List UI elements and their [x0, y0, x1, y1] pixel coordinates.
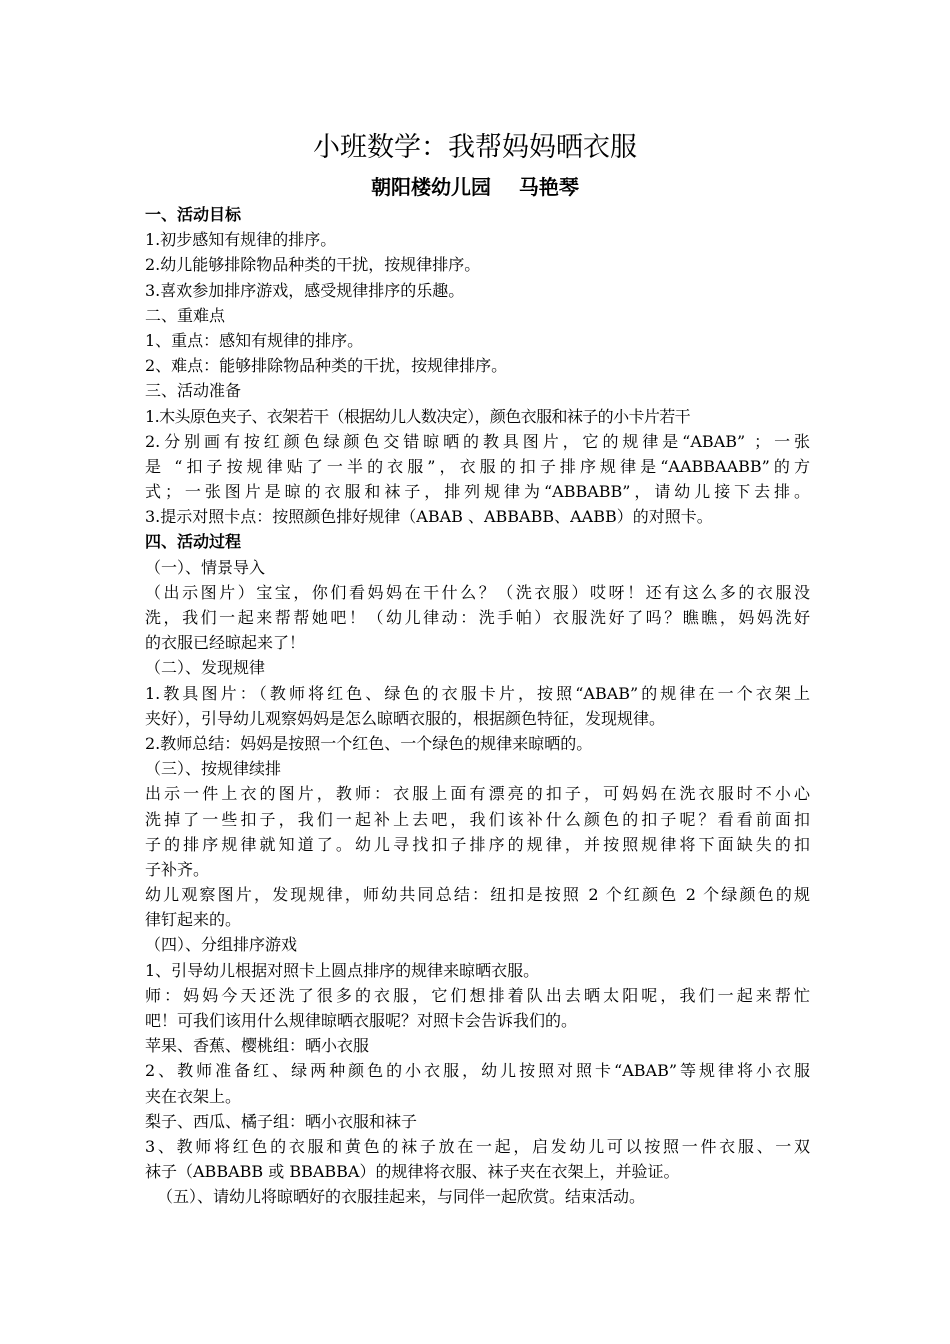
- text-line: 洗，我们一起来帮帮她吧！（幼儿律动：洗手帕）衣服洗好了吗？瞧瞧，妈妈洗好: [145, 608, 810, 627]
- text-line: 师：妈妈今天还洗了很多的衣服，它们想排着队出去晒太阳呢，我们一起来帮忙: [145, 985, 810, 1005]
- text-line: （出示图片）宝宝，你们看妈妈在干什么？（洗衣服）哎呀！还有这么多的衣服没: [145, 582, 810, 602]
- text-line: 吧！可我们该用什么规律晾晒衣服呢？对照卡会告诉我们的。: [145, 1011, 578, 1030]
- text-line: 2.幼儿能够排除物品种类的干扰，按规律排序。: [145, 255, 481, 275]
- document-title: 小班数学：我帮妈妈晒衣服: [313, 132, 637, 163]
- text-line: 律钉起来的。: [145, 910, 242, 930]
- section-heading: 四、活动过程: [145, 532, 242, 552]
- text-line: 2、教师准备红、绿两种颜色的小衣服，幼儿按照对照卡“ABAB”等规律将小衣服: [145, 1061, 810, 1081]
- section-heading: 三、活动准备: [145, 381, 242, 401]
- text-line: 夹在衣架上。: [145, 1086, 242, 1106]
- text-line: 子的排序规律就知道了。幼儿寻找扣子排序的规律，并按照规律将下面缺失的扣: [145, 834, 810, 854]
- text-line: 1、引导幼儿根据对照卡上圆点排序的规律来晾晒衣服。: [145, 960, 540, 980]
- document-body: [145, 202, 810, 1210]
- text-line: 1.木头原色夹子、衣架若干（根据幼儿人数决定），颜色衣服和袜子的小卡片若干: [145, 406, 691, 426]
- subsection-heading: （四）、分组排序游戏: [145, 935, 298, 955]
- text-line: 3.提示对照卡点：按照颜色排好规律（ABAB 、ABBABB、AABB）的对照卡。: [145, 507, 713, 527]
- section-heading: 一、活动目标: [145, 205, 242, 224]
- closing-line: （五）、请幼儿将晾晒好的衣服挂起来，与同伴一起欣赏。结束活动。: [157, 1187, 646, 1207]
- text-line: 1.教具图片：（教师将红色、绿色的衣服卡片，按照“ABAB”的规律在一个衣架上: [145, 683, 810, 703]
- subsection-heading: （二）、发现规律: [145, 658, 266, 678]
- group-label: 苹果、香蕉、樱桃组：晒小衣服: [145, 1036, 370, 1056]
- group-label: 梨子、西瓜、橘子组：晒小衣服和袜子: [145, 1111, 418, 1131]
- text-line: 的衣服已经晾起来了！: [145, 633, 306, 653]
- text-line: 出示一件上衣的图片，教师：衣服上面有漂亮的扣子，可妈妈在洗衣服时不小心: [145, 784, 810, 804]
- subsection-heading: （三）、按规律续排: [145, 759, 282, 779]
- text-line: 1、重点：感知有规律的排序。: [145, 330, 364, 350]
- text-line: 子补齐。: [145, 859, 210, 879]
- text-line: 3.喜欢参加排序游戏，感受规律排序的乐趣。: [145, 280, 465, 300]
- section-heading: 二、重难点: [145, 305, 226, 325]
- text-line: 式；一张图片是晾的衣服和袜子，排列规律为“ABBABB”，请幼儿接下去排。: [145, 482, 810, 502]
- text-line: 2.教师总结：妈妈是按照一个红色、一个绿色的规律来晾晒的。: [145, 733, 593, 753]
- text-line: 是 “扣子按规律贴了一半的衣服”，衣服的扣子排序规律是“AABBAABB”的方: [145, 456, 810, 476]
- subsection-heading: （一）、情景导入: [145, 557, 266, 577]
- text-line: 3、教师将红色的衣服和黄色的袜子放在一起，启发幼儿可以按照一件衣服、一双: [145, 1136, 810, 1156]
- text-line: 2、难点：能够排除物品种类的干扰，按规律排序。: [145, 356, 508, 376]
- text-line: 洗掉了一些扣子，我们一起补上去吧，我们该补什么颜色的扣子呢？看看前面扣: [145, 809, 810, 829]
- document-subtitle: 朝阳楼幼儿园 马艳琴: [371, 175, 579, 199]
- text-line: 袜子（ABBABB 或 BBABBA）的规律将衣服、袜子夹在衣架上，并验证。: [145, 1162, 680, 1182]
- text-line: 幼儿观察图片，发现规律，师幼共同总结：纽扣是按照 2 个红颜色 2 个绿颜色的规: [145, 885, 810, 905]
- text-line: 1.初步感知有规律的排序。: [145, 230, 337, 250]
- text-line: 2.分别画有按红颜色绿颜色交错晾晒的教具图片，它的规律是“ABAB” ；一张: [145, 431, 810, 451]
- text-line: 夹好），引导幼儿观察妈妈是怎么晾晒衣服的，根据颜色特征，发现规律。: [145, 708, 666, 728]
